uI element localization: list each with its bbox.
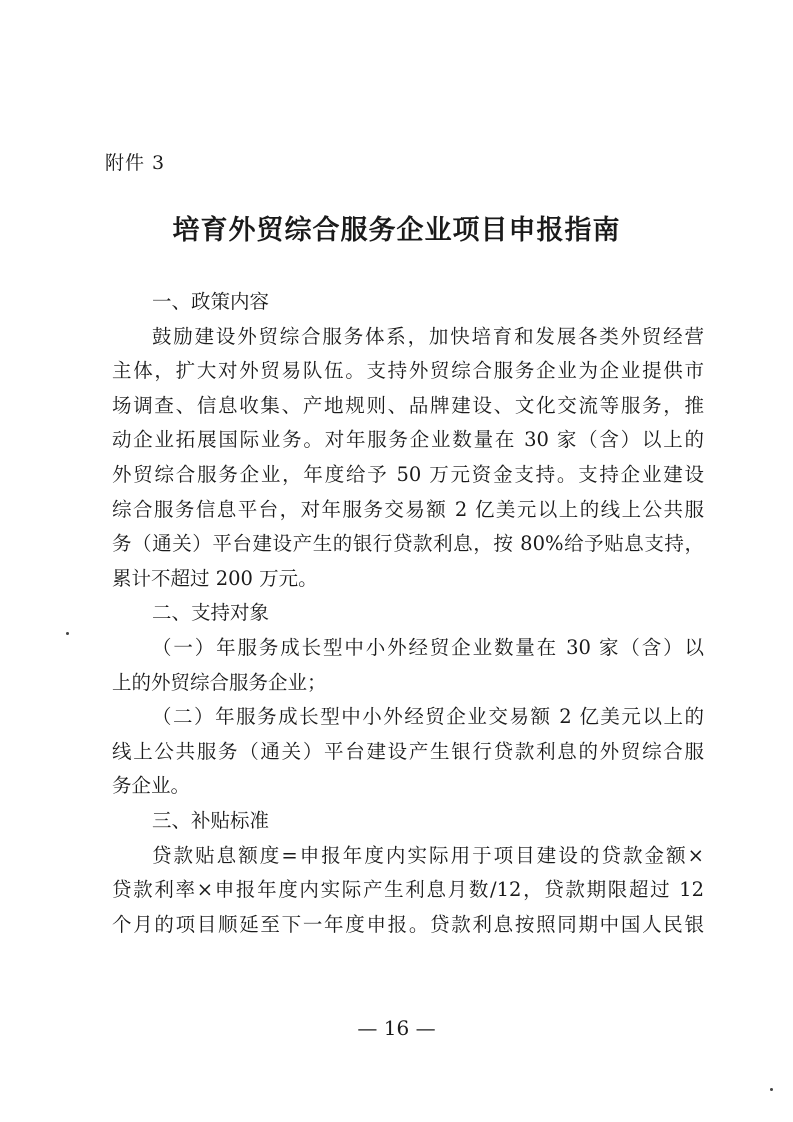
paragraph-line: 个月的项目顺延至下一年度申报。贷款利息按照同期中国人民银	[112, 912, 704, 936]
section-heading-subsidy: 三、补贴标准	[152, 808, 270, 832]
section-heading-target: 二、支持对象	[152, 601, 270, 625]
scan-speck	[66, 632, 69, 635]
paragraph-line: 贷款贴息额度=申报年度内实际用于项目建设的贷款金额×	[152, 843, 704, 867]
paragraph-line: 务企业。	[112, 774, 191, 798]
paragraph-line: 务（通关）平台建设产生的银行贷款利息，按 80%给予贴息支持，	[112, 532, 704, 556]
paragraph-line: 动企业拓展国际业务。对年服务企业数量在 30 家（含）以上的	[112, 428, 704, 452]
paragraph-line: 线上公共服务（通关）平台建设产生银行贷款利息的外贸综合服	[112, 739, 704, 763]
section-heading-policy: 一、政策内容	[152, 290, 270, 313]
page-number: — 16 —	[357, 1016, 436, 1040]
paragraph-line: 上的外贸综合服务企业；	[112, 670, 327, 694]
paragraph-line: 外贸综合服务企业，年度给予 50 万元资金支持。支持企业建设	[112, 462, 704, 486]
paragraph-line: 主体，扩大对外贸易队伍。支持外贸综合服务企业为企业提供市	[112, 359, 704, 383]
paragraph-line: （二）年服务成长型中小外经贸企业交易额 2 亿美元以上的	[152, 705, 704, 729]
paragraph-line: 累计不超过 200 万元。	[112, 566, 318, 590]
paragraph-line: 场调查、信息收集、产地规则、品牌建设、文化交流等服务，推	[112, 393, 704, 417]
paragraph-line: 综合服务信息平台，对年服务交易额 2 亿美元以上的线上公共服	[112, 497, 704, 521]
paragraph-line: 鼓励建设外贸综合服务体系，加快培育和发展各类外贸经营	[152, 324, 704, 348]
document-title: 培育外贸综合服务企业项目申报指南	[172, 215, 621, 246]
paragraph-line: 贷款利率×申报年度内实际产生利息月数/12，贷款期限超过 12	[112, 878, 704, 902]
paragraph-line: （一）年服务成长型中小外经贸企业数量在 30 家（含）以	[152, 635, 704, 659]
attachment-label: 附件 3	[105, 152, 166, 174]
document-body	[112, 285, 704, 942]
scan-speck	[770, 1088, 773, 1091]
